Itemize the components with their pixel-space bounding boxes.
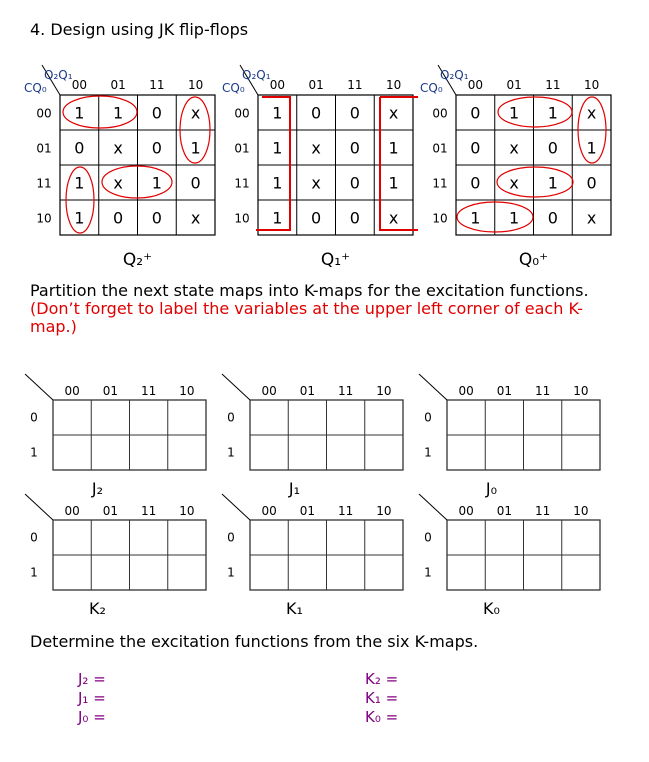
equation-j2: J₂ = (78, 670, 106, 688)
kmap-cell: 1 (151, 173, 162, 193)
column-header: 00 (261, 504, 277, 518)
kmap-cell: 0 (470, 173, 481, 193)
grouping-bracket (380, 97, 418, 230)
row-header: 10 (234, 211, 250, 226)
column-header: 11 (140, 504, 157, 518)
kmap-cell: 1 (388, 138, 399, 158)
corner-diagonal (222, 374, 250, 400)
map-label: J₀ (485, 479, 498, 498)
column-header: 10 (573, 384, 589, 398)
kmap-cell: 1 (586, 138, 597, 158)
row-variable-label: CQ₀ (24, 81, 47, 95)
determine-text: Determine the excitation functions from the six K-maps. (30, 632, 479, 651)
kmap-cell: 0 (586, 173, 597, 193)
kmap-cell: x (311, 173, 321, 193)
column-header: 01 (299, 384, 316, 398)
column-header: 00 (467, 78, 484, 92)
kmap-cell: 0 (151, 208, 162, 228)
corner-diagonal (419, 374, 447, 400)
row-header: 00 (234, 106, 250, 121)
instruction-text: Partition the next state maps into K-maps for the excitation functions. (30, 281, 589, 300)
kmap-cell: x (190, 103, 201, 123)
row-header: 0 (30, 530, 38, 545)
map-label: Q₁⁺ (320, 250, 351, 270)
kmap-cell: 0 (470, 138, 481, 158)
equation-j1: J₁ = (78, 689, 106, 707)
equation-k0: K₀ = (365, 708, 399, 726)
column-header: 10 (583, 78, 600, 92)
row-header: 01 (36, 141, 52, 156)
kmap-cell: 0 (470, 103, 481, 123)
column-header: 00 (458, 384, 474, 398)
kmap-cell: 1 (470, 208, 481, 228)
row-header: 1 (227, 445, 235, 460)
kmap-cell: 1 (388, 173, 399, 193)
kmap-cell: 0 (547, 208, 558, 228)
kmap-cell: x (113, 173, 123, 193)
map-label: Q₂⁺ (122, 250, 153, 270)
map-label: K₂ (89, 599, 106, 618)
kmap-cell: 1 (509, 103, 520, 123)
kmap-cell: 0 (190, 173, 201, 193)
corner-diagonal (25, 374, 53, 400)
kmap-cell: x (509, 173, 519, 193)
column-header: 11 (149, 78, 165, 92)
column-header: 00 (64, 384, 80, 398)
equation-k1: K₁ = (365, 689, 399, 707)
kmap-cell: x (509, 138, 519, 158)
column-header: 11 (534, 384, 551, 398)
column-header: 11 (534, 504, 551, 518)
kmap-cell: 0 (311, 208, 322, 228)
kmap-cell: 0 (113, 208, 124, 228)
grouping-circle (497, 167, 573, 197)
kmap-cell: x (113, 138, 123, 158)
row-header: 0 (424, 530, 432, 545)
problem-title: 4. Design using JK flip-flops (30, 20, 249, 39)
equation-j0: J₀ = (78, 708, 106, 726)
row-variable-label: CQ₀ (420, 81, 443, 95)
kmap-cell: 1 (74, 173, 85, 193)
column-header: 10 (385, 78, 402, 92)
row-header: 0 (227, 530, 235, 545)
column-header: 10 (376, 504, 392, 518)
note-line-2: map.) (30, 317, 77, 336)
column-variable-label: Q₂Q₁ (44, 68, 73, 82)
kmap-cell: 1 (547, 103, 558, 123)
column-header: 11 (337, 504, 354, 518)
column-header: 00 (458, 504, 474, 518)
row-header: 1 (227, 565, 235, 580)
kmap-cell: 0 (349, 173, 360, 193)
column-header: 11 (545, 78, 561, 92)
kmap-cell: 1 (74, 103, 85, 123)
kmap-cell: 1 (74, 208, 85, 228)
kmap-cell: x (388, 103, 399, 123)
corner-diagonal (419, 494, 447, 520)
map-label: K₀ (483, 599, 500, 618)
note-line-1: (Don’t forget to label the variables at the upper left corner of each K- (30, 299, 584, 318)
kmap-cell: 0 (547, 138, 558, 158)
column-header: 00 (261, 384, 277, 398)
column-header: 01 (496, 384, 513, 398)
kmap-cell: 0 (349, 138, 360, 158)
column-header: 01 (299, 504, 316, 518)
kmap-cell: 1 (113, 103, 124, 123)
row-header: 1 (424, 445, 432, 460)
equation-k2: K₂ = (365, 670, 399, 688)
column-header: 11 (347, 78, 363, 92)
kmap-cell: 0 (349, 208, 360, 228)
map-label: K₁ (286, 599, 303, 618)
corner-diagonal (222, 494, 250, 520)
column-header: 01 (506, 78, 522, 92)
column-header: 10 (376, 384, 392, 398)
column-header: 01 (102, 384, 119, 398)
row-header: 1 (30, 445, 38, 460)
row-header: 11 (36, 176, 52, 191)
row-header: 10 (36, 211, 52, 226)
column-variable-label: Q₂Q₁ (242, 68, 271, 82)
map-label: J₂ (91, 479, 104, 498)
kmap-cell: 1 (547, 173, 558, 193)
kmap-cell: x (586, 103, 597, 123)
column-header: 00 (269, 78, 286, 92)
column-header: 10 (179, 504, 195, 518)
row-header: 00 (432, 106, 448, 121)
kmap-cell: 0 (74, 138, 85, 158)
corner-diagonal (25, 494, 53, 520)
kmap-cell: 0 (311, 103, 322, 123)
row-variable-label: CQ₀ (222, 81, 245, 95)
column-header: 10 (573, 504, 589, 518)
row-header: 0 (424, 410, 432, 425)
column-header: 10 (179, 384, 195, 398)
row-header: 1 (424, 565, 432, 580)
row-header: 01 (234, 141, 250, 156)
kmap-cell: x (388, 208, 399, 228)
row-header: 01 (432, 141, 448, 156)
row-header: 11 (234, 176, 250, 191)
row-header: 0 (30, 410, 38, 425)
kmap-cell: x (190, 208, 201, 228)
column-header: 01 (308, 78, 324, 92)
kmap-cell: 0 (151, 138, 162, 158)
kmap-cell: 1 (272, 208, 283, 228)
kmap-cell: 0 (349, 103, 360, 123)
row-header: 0 (227, 410, 235, 425)
column-header: 01 (110, 78, 126, 92)
kmap-cell: 0 (151, 103, 162, 123)
row-header: 11 (432, 176, 448, 191)
kmap-cell: 1 (509, 208, 520, 228)
column-header: 01 (102, 504, 119, 518)
kmap-cell: 1 (272, 138, 283, 158)
column-header: 00 (71, 78, 88, 92)
kmap-cell: x (586, 208, 597, 228)
map-label: J₁ (288, 479, 301, 498)
row-header: 10 (432, 211, 448, 226)
column-header: 11 (140, 384, 157, 398)
row-header: 1 (30, 565, 38, 580)
kmap-cell: 1 (272, 173, 283, 193)
column-header: 01 (496, 504, 513, 518)
kmap-cell: 1 (190, 138, 201, 158)
column-header: 10 (187, 78, 204, 92)
kmap-cell: 1 (272, 103, 283, 123)
kmap-cell: x (311, 138, 321, 158)
column-header: 00 (64, 504, 80, 518)
map-label: Q₀⁺ (518, 250, 549, 270)
column-header: 11 (337, 384, 354, 398)
row-header: 00 (36, 106, 52, 121)
column-variable-label: Q₂Q₁ (440, 68, 469, 82)
